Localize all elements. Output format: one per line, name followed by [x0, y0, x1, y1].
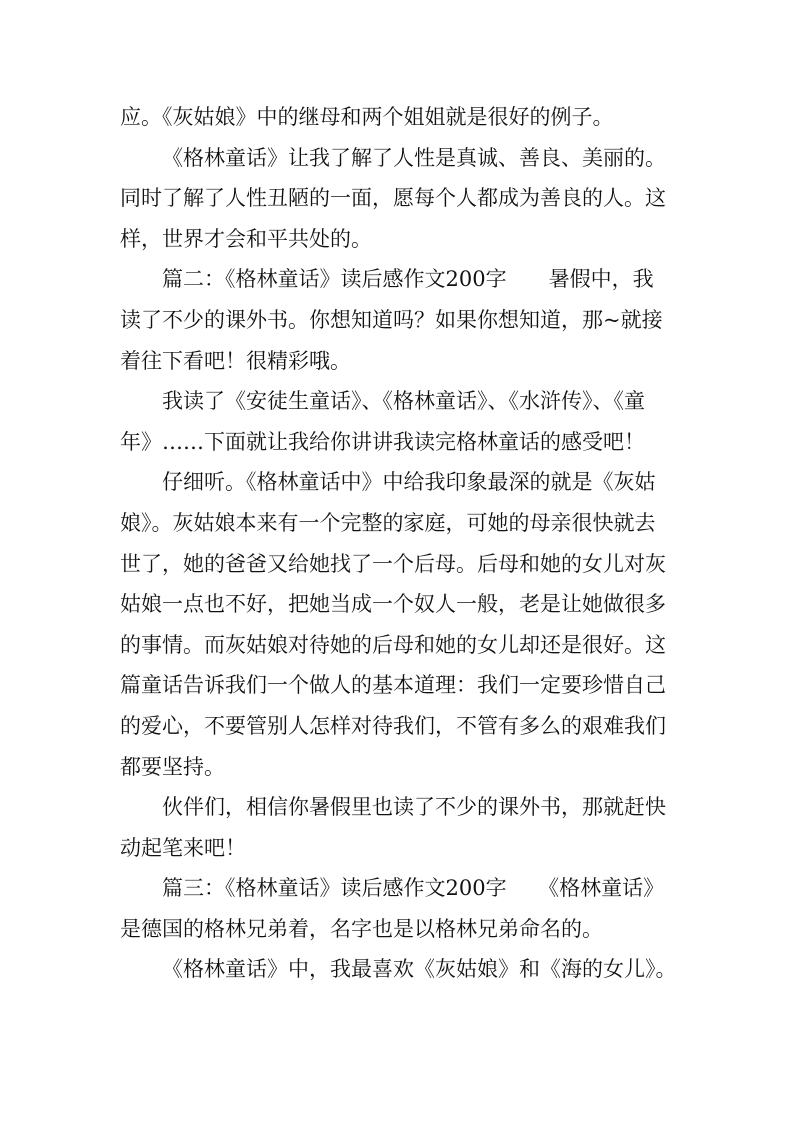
document-body [120, 97, 680, 990]
section-heading-line: 篇三：《格林童话》读后感作文200字 《格林童话》 [162, 876, 665, 901]
paragraph-first-line: 《格林童话》让我了解了人性是真诚、善良、美丽的。 [162, 145, 666, 170]
text-line: 同时了解了人性丑陋的一面，愿每个人都成为善良的人。这 [120, 186, 666, 211]
paragraph-first-line: 伙伴们，相信你暑假里也读了不少的课外书，那就赶快 [162, 795, 666, 820]
text-line: 都要坚持。 [120, 754, 225, 779]
text-line: 着往下看吧！很精彩哦。 [120, 348, 351, 373]
text-line: 读了不少的课外书。你想知道吗？如果你想知道，那~就接 [120, 307, 663, 332]
paragraph-first-line: 仔细听。《格林童话中》中给我印象最深的就是《灰姑 [162, 470, 656, 495]
text-line: 篇童话告诉我们一个做人的基本道理：我们一定要珍惜自己 [120, 673, 666, 698]
text-line: 应。《灰姑娘》中的继母和两个姐姐就是很好的例子。 [120, 105, 614, 129]
text-line: 的爱心，不要管别人怎样对待我们，不管有多么的艰难我们 [120, 713, 666, 738]
text-line: 娘》。灰姑娘本来有一个完整的家庭，可她的母亲很快就去 [120, 510, 656, 535]
text-line: 世了，她的爸爸又给她找了一个后母。后母和她的女儿对灰 [120, 551, 666, 576]
text-line: 样，世界才会和平共处的。 [120, 226, 372, 251]
paragraph-first-line: 我读了《安徒生童话》、《格林童话》、《水浒传》、《童 [162, 389, 645, 414]
paragraph-first-line: 《格林童话》中，我最喜欢《灰姑娘》和《海的女儿》。 [162, 957, 677, 982]
text-line: 年》……下面就让我给你讲讲我读完格林童话的感受吧！ [120, 429, 645, 454]
text-line: 动起笔来吧！ [120, 835, 246, 860]
text-line: 姑娘一点也不好，把她当成一个奴人一般，老是让她做很多 [120, 592, 666, 617]
text-line: 的事情。而灰姑娘对待她的后母和她的女儿却还是很好。这 [120, 632, 666, 657]
text-line: 是德国的格林兄弟着，名字也是以格林兄弟命名的。 [120, 916, 603, 941]
section-heading-line: 篇二：《格林童话》读后感作文200字 暑假中，我 [162, 267, 654, 292]
